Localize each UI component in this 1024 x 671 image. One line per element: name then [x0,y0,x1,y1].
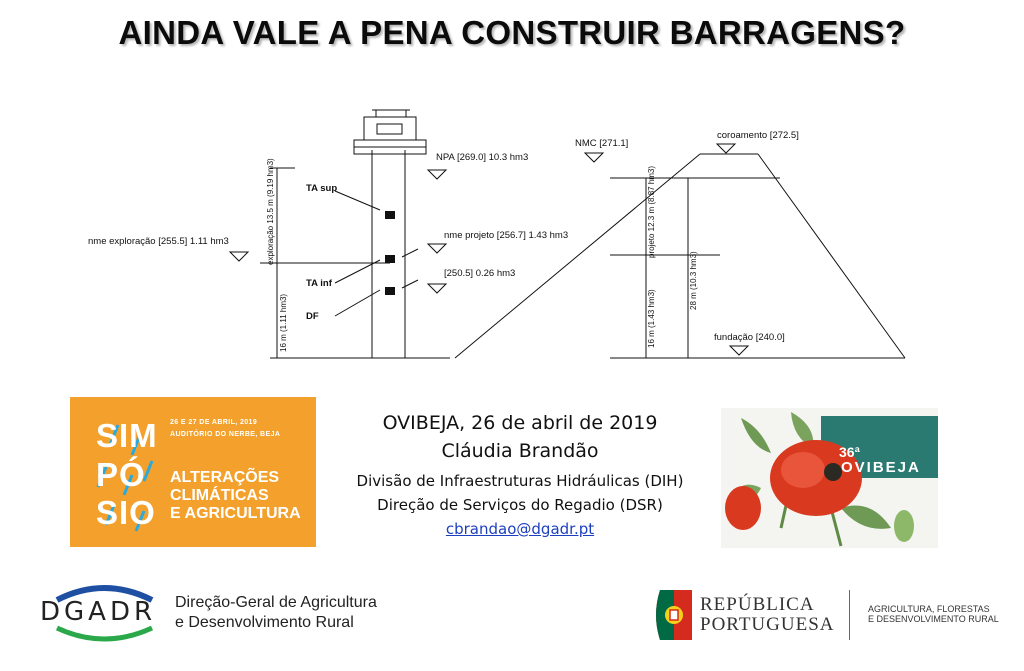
dgadr-logo-text: DGADR [40,597,157,627]
poster-venue: AUDITÓRIO DO NERBE, BEJA [170,431,281,438]
ovibeja-edition-number: 36ª [839,444,860,460]
author-name: Cláudia Brandão [441,440,599,462]
label-ta-inf: TA inf [306,278,332,289]
slide-title: AINDA VALE A PENA CONSTRUIR BARRAGENS? [118,14,906,51]
direction-line: Direção de Serviços do Regadio (DSR) [377,496,663,514]
portuguese-flag-emblem [652,588,694,642]
label-nme-exploracao: nme exploração [255.5] 1.11 hm3 [88,236,229,247]
ministry-line-1: AGRICULTURA, FLORESTAS [868,604,990,614]
poster-date: 26 E 27 DE ABRIL, 2019 [170,419,258,426]
dgadr-name-line-2: e Desenvolvimento Rural [175,614,354,631]
label-ta-sup: TA sup [306,183,338,194]
republica-line-2: PORTUGUESA [700,614,835,635]
division-line: Divisão de Infraestruturas Hidráulicas (DIH) [356,472,684,490]
poster-line-3: E AGRICULTURA [170,505,301,522]
poppy-illustration [721,408,938,548]
footer-separator [849,590,850,640]
simposio-poster [70,397,316,547]
ministry-line-2: E DESENVOLVIMENTO RURAL [868,614,999,624]
label-npa: NPA [269.0] 10.3 hm3 [436,152,529,163]
label-dim-16m-left: 16 m (1.11 hm3) [279,293,288,352]
poster-line-1: ALTERAÇÕES [170,469,280,486]
label-coroamento: coroamento [272.5] [717,130,799,141]
dgadr-name-line-1: Direção-Geral de Agricultura [175,594,377,611]
poster-word-sim: SIM [96,417,158,454]
label-dim-projeto: projeto 12.3 m (8.87 hm3) [647,165,656,258]
label-dim-28m: 28 m (10.3 hm3) [689,251,698,310]
label-level-250: [250.5] 0.26 hm3 [444,268,516,279]
label-nmc: NMC [271.1] [575,138,629,149]
poster-word-po: PÓ [96,456,146,493]
poster-line-2: CLIMÁTICAS [170,487,269,504]
label-fundacao: fundação [240.0] [714,332,785,343]
republica-line-1: REPÚBLICA [700,594,815,615]
ovibeja-artwork [721,408,938,548]
dam-cross-section-diagram [80,100,920,370]
label-dim-exploracao: exploração 13.5 m (9.19 hm3) [266,158,275,265]
ovibeja-wordmark: OVIBEJA [841,459,921,476]
event-line: OVIBEJA, 26 de abril de 2019 [382,412,658,434]
poster-word-sio: SIO [96,494,156,531]
label-nme-projeto: nme projeto [256.7] 1.43 hm3 [444,230,569,241]
label-dim-16m-right: 16 m (1.43 hm3) [647,289,656,348]
label-df: DF [306,311,319,322]
email-link[interactable]: cbrandao@dgadr.pt [445,520,595,538]
